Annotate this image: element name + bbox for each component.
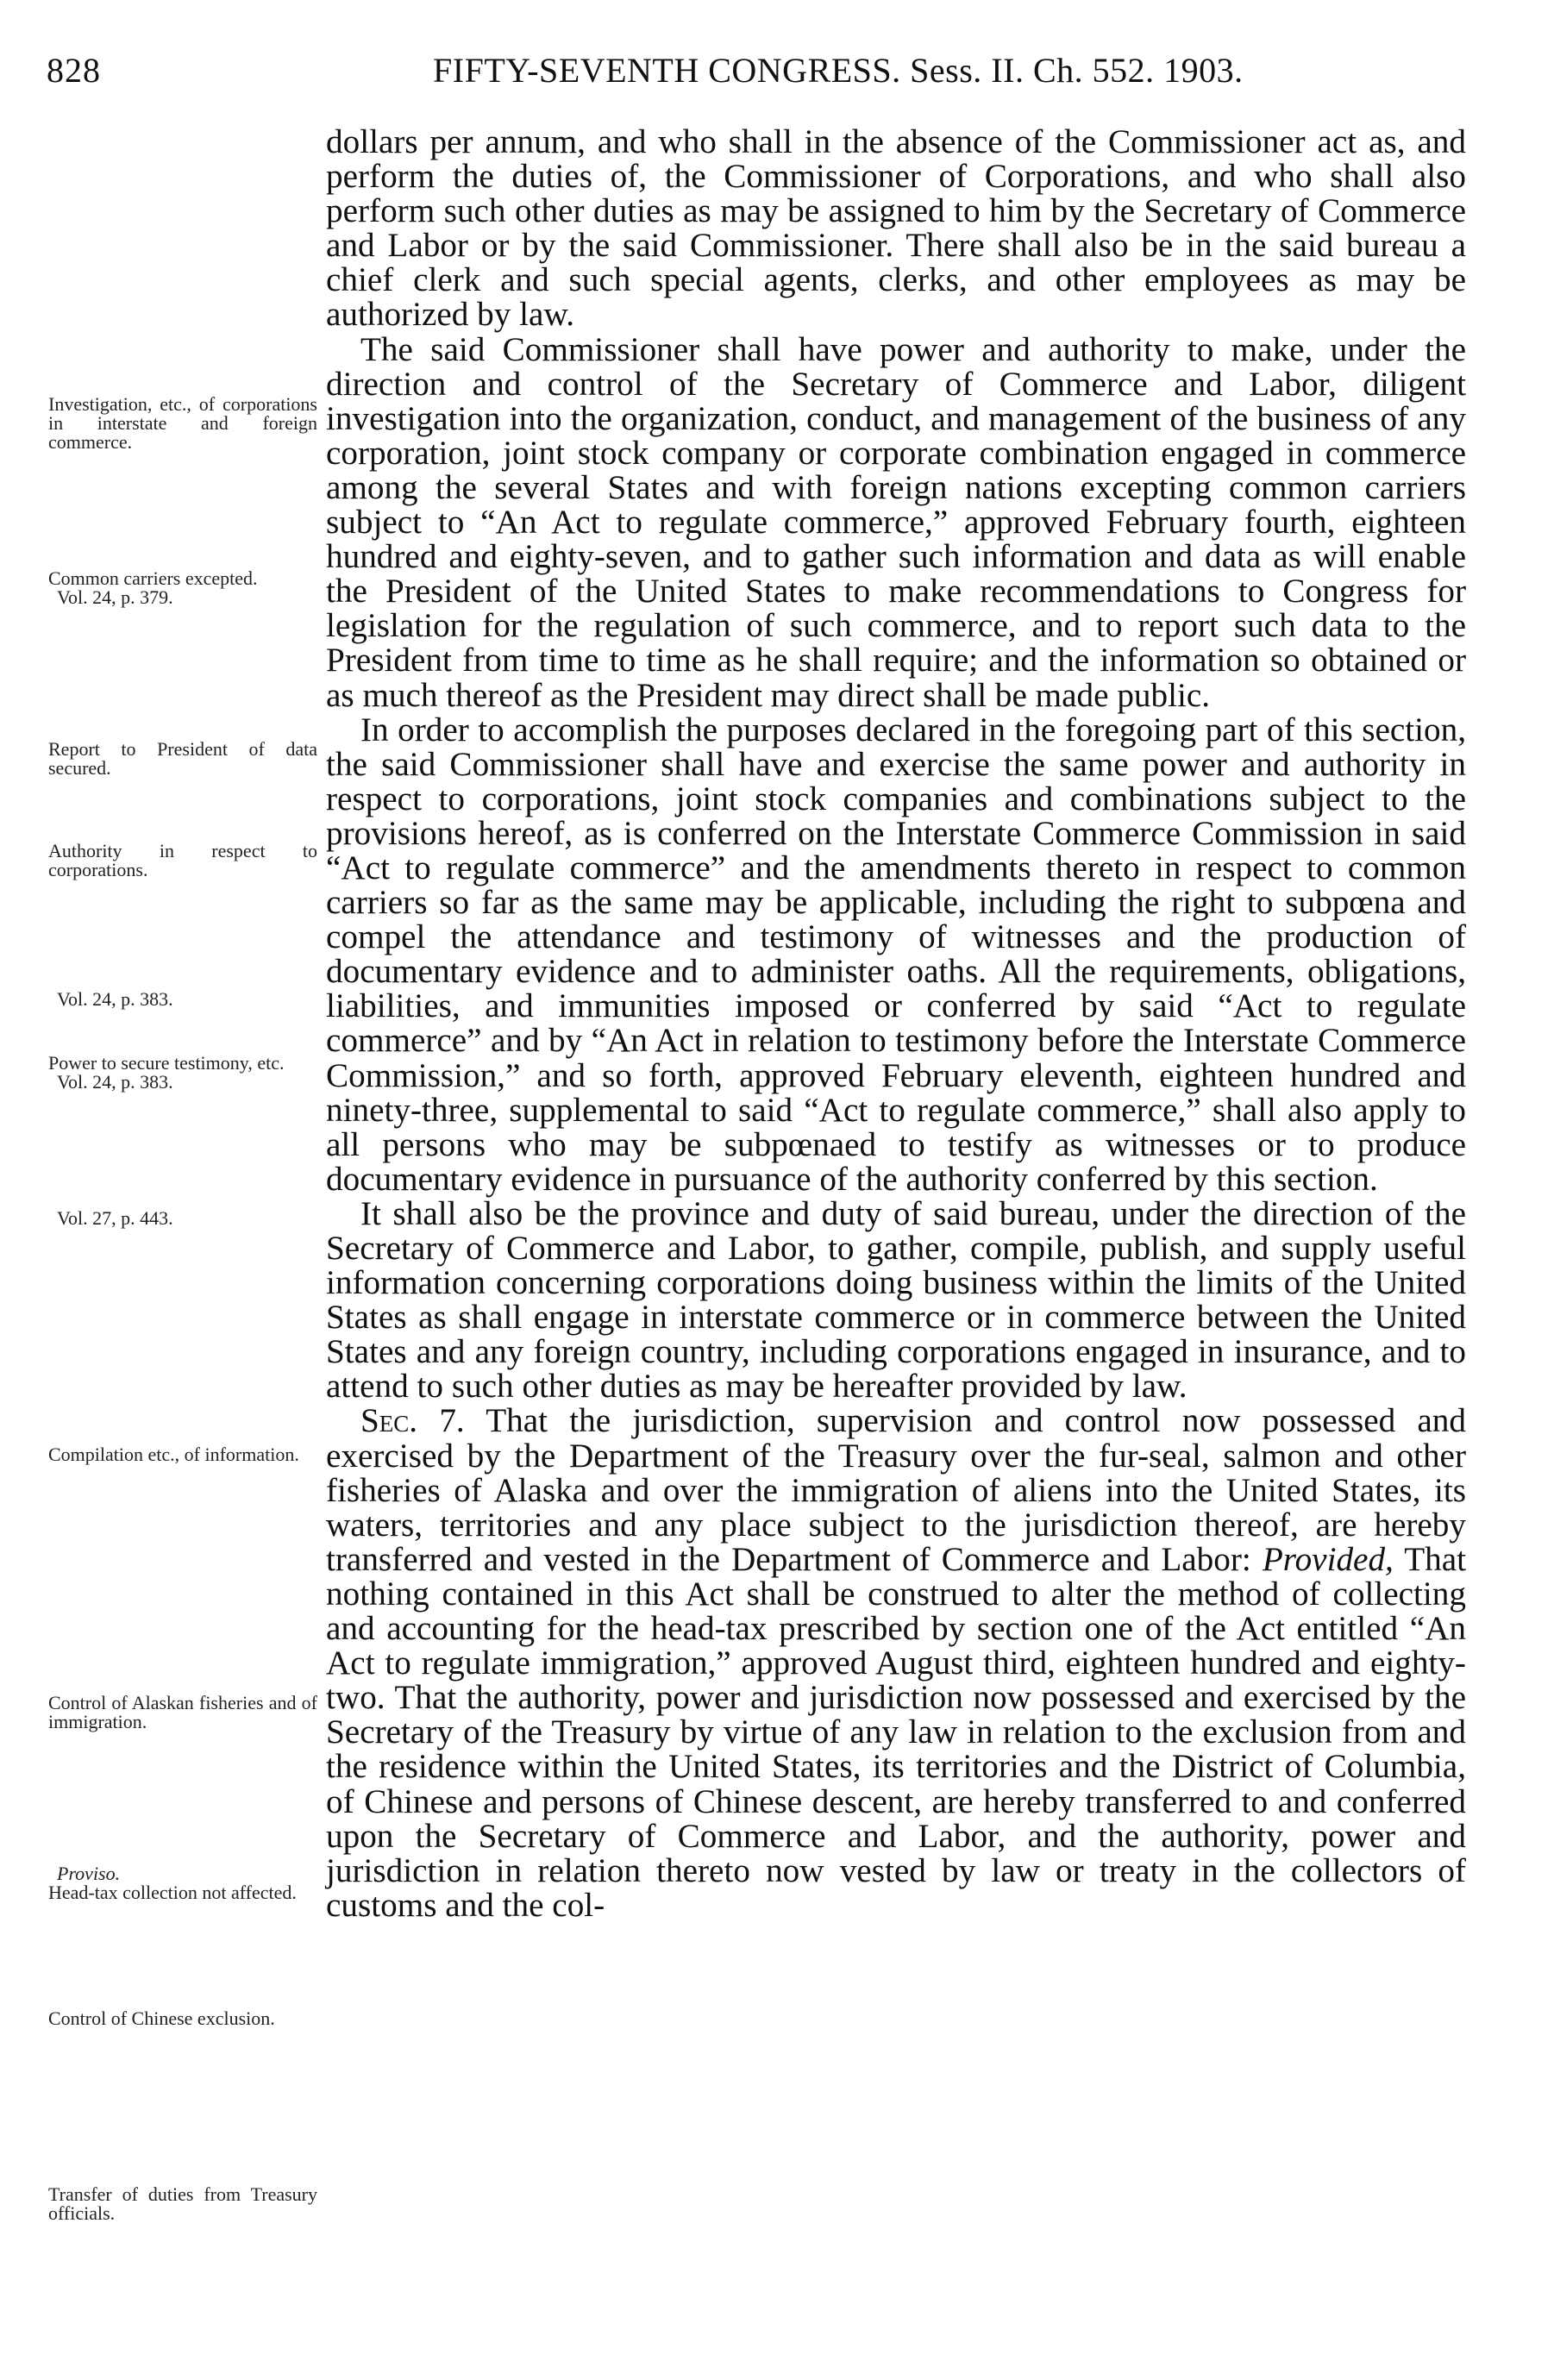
margin-note-vol27-p443: Vol. 27, p. 443. [57, 1207, 173, 1229]
page-number: 828 [47, 51, 101, 90]
paragraph-investigation: The said Commissioner shall have power and authority to make, under the direction and control of the Secretary of Commerce and Labor, diligent investigation into the organization, conduct, and management of the business of any corporation, joint stock company or corporate combination engaged in commerce among the several States and with foreign nations excepting common carriers subject to “An Act to regulate commerce,” approved February fourth, eighteen hundred and eighty-seven, and to gather such information and data as will enable the President of the United States to make recommendations to Congress for legislation for the regulation of such commerce, and to report such data to the President from time to time as he shall require; and the information so obtained or as much thereof as the President may direct shall be made public. [326, 330, 1466, 714]
header-year: 1903. [1163, 51, 1244, 90]
paragraph-authority: In order to accomplish the purposes declared in the foregoing part of this section, the said Commissioner shall have and exercise the same power and authority in respect to corporations, joint stock companies and combinations subject to the provisions hereof, as is conferred on the Interstate Commerce Commission in said “Act to regulate commerce” and the amendments thereto in respect to common carriers so far as the same may be applicable, including the right to subpœna and compel the attendance and testimony of witnesses and the production of documentary evidence and to administer oaths. All the requirements, obligations, liabilities, and immunities imposed or conferred by said “Act to regulate commerce” and by “An Act in relation to testimony before the Interstate Commerce Commission,” and so forth, approved February eleventh, eighteen hundred and ninety-three, supplemental to said “Act to regulate commerce,” shall also apply to all persons who may be subpœnaed to testify as witnesses or to produce documentary evidence in pursuance of the authority conferred by this section. [326, 711, 1466, 1198]
margin-note-authority: Authority in respect to corporations. [48, 840, 317, 880]
margin-note-vol24-p383: Vol. 24, p. 383. [57, 988, 173, 1010]
statute-text [326, 125, 1466, 1923]
header-title [433, 50, 1244, 91]
margin-note-chinese: Control of Chinese exclusion. [48, 2007, 275, 2029]
margin-note-common-carriers: Common carriers excepted. Vol. 24, p. 379. [48, 569, 317, 607]
margin-note-report-president: Report to President of data secured. [48, 738, 317, 779]
header-session: Sess. II. [910, 51, 1025, 90]
header-chapter: Ch. 552. [1032, 51, 1155, 90]
paragraph-continuation: dollars per annum, and who shall in the absence of the Commissioner act as, and perform the duties of, the Commissioner of Corporations, and who shall also perform such other duties as may be assigned to him by the Secretary of Commerce and Labor or by the said Commissioner. There shall also be in the said bureau a chief clerk and such special agents, clerks, and other employees as may be authorized by law. [326, 123, 1466, 334]
section-7-text-a: That the jurisdiction, supervision and control now possessed and exercised by the Department of the Treasury over the fur-seal, salmon and other fisheries of Alaska and over the immigration of aliens into the United States, its waters, territories and any place subject to the jurisdiction thereof, are hereby transferred and vested in the Department of Commerce and Labor: [326, 1402, 1466, 1578]
margin-ref-vol24-p379: Vol. 24, p. 379. [57, 586, 173, 608]
margin-note-headtax: Head-tax collection not affected. [48, 1882, 297, 1903]
margin-note-testimony: Power to secure testimony, etc. Vol. 24, p. 383. [48, 1054, 317, 1092]
margin-note-investigation: Investigation, etc., of corporations in interstate and foreign commerce. [48, 393, 317, 453]
margin-note-compilation: Compilation etc., of information. [48, 1444, 299, 1465]
running-header [47, 50, 1494, 93]
paragraph-compilation: It shall also be the province and duty of said bureau, under the direction of the Secretary of Commerce and Labor, to gather, compile, publish, and supply useful information concerning corporations doing business within the limits of the United States as shall engage in interstate commerce or in commerce between the United States and any foreign country, including corporations engaged in insurance, and to attend to such other duties as may be hereafter provided by law. [326, 1194, 1466, 1406]
proviso-word: Provided, [1262, 1540, 1394, 1578]
section-number: Sec. 7. [360, 1402, 465, 1440]
paragraph-section-7 [326, 1404, 1466, 1922]
header-congress: FIFTY-SEVENTH CONGRESS. [433, 51, 901, 90]
margin-note-transfer: Transfer of duties from Treasury officials. [48, 2183, 317, 2224]
margin-note-alaskan: Control of Alaskan fisheries and of immigration. [48, 1692, 317, 1732]
margin-ref-vol24-p383-b: Vol. 24, p. 383. [57, 1071, 173, 1093]
section-7-text-b: That nothing contained in this Act shall be construed to alter the method of collecting and accounting for the head-tax prescribed by section one of the Act entitled “An Act to regulate immigration,” approved August third, eighteen hundred and eighty-two. That the authority, power and jurisdiction now possessed and exercised by the Secretary of the Treasury by virtue of any law in relation to the exclusion from and the residence within the United States, its territories and the District of Columbia, of Chinese and persons of Chinese descent, are hereby transferred to and conferred upon the Secretary of Commerce and Labor, and the authority, power and jurisdiction in relation thereto now vested by law or treaty in the collectors of customs and the col- [326, 1540, 1466, 1924]
margin-note-proviso: Proviso. Head-tax collection not affected. [48, 1864, 317, 1902]
